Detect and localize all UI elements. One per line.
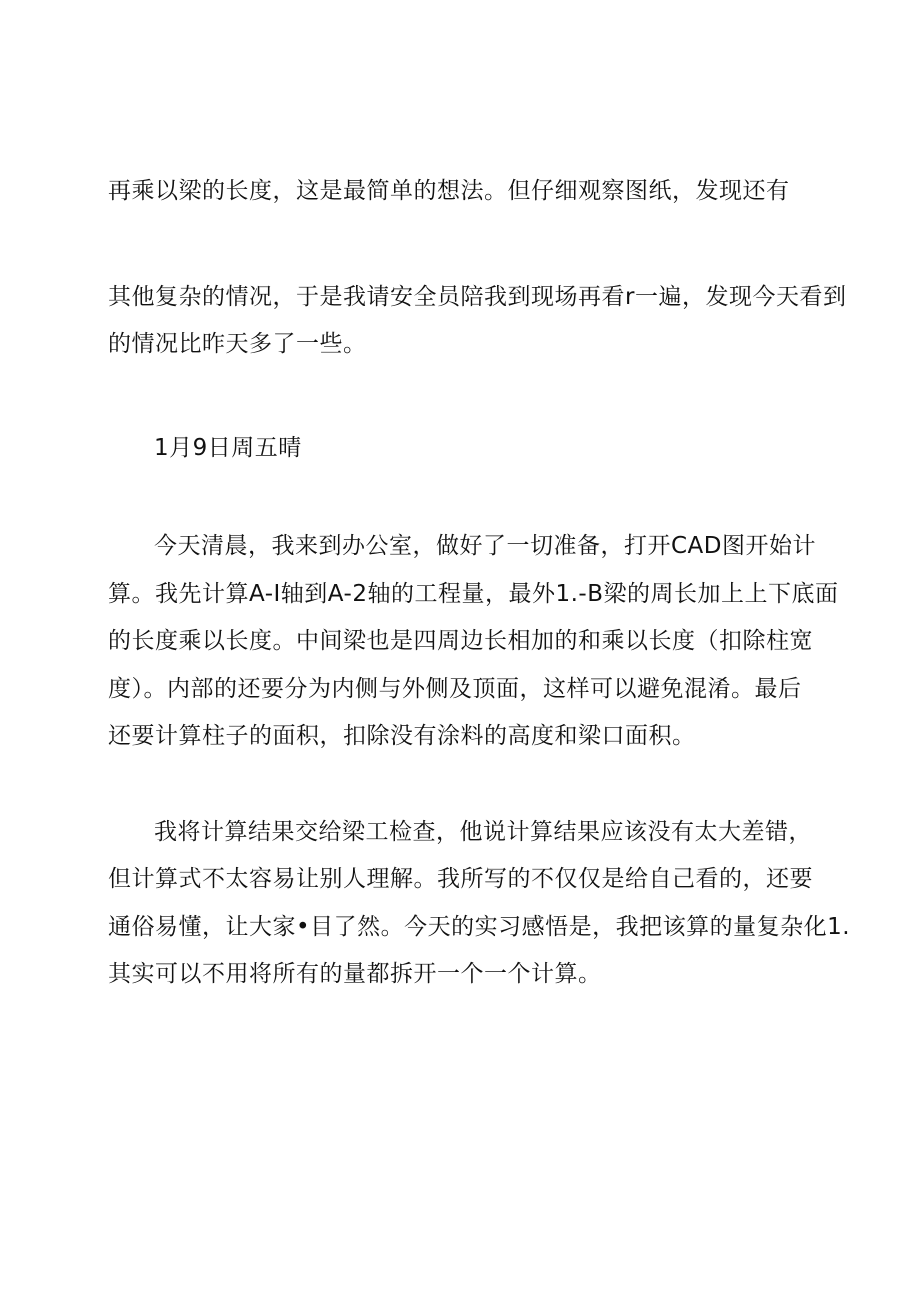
paragraph-3-line-5: 还要计算柱子的面积，扣除没有涂料的高度和梁口面积。 [108,723,696,749]
date-heading: 1月9日周五晴 [154,435,302,461]
paragraph-1-line-1: 再乘以梁的长度，这是最简单的想法。但仔细观察图纸，发现还有 [108,178,790,204]
paragraph-3-line-2: 算。我先计算A-I轴到A-2轴的工程量，最外1.-B梁的周长加上上下底面 [108,581,839,607]
paragraph-4-line-3: 通俗易懂，让大家•目了然。今天的实习感悟是，我把该算的量复杂化1. [108,914,851,940]
paragraph-2-line-1: 其他复杂的情况，于是我请安全员陪我到现场再看r一遍，发现今天看到 [108,284,847,310]
paragraph-3-line-1: 今天清晨，我来到办公室，做好了一切准备，打开CAD图开始计 [154,533,817,559]
paragraph-4-line-1: 我将计算结果交给梁工检查，他说计算结果应该没有太大差错， [154,819,812,845]
paragraph-2-line-2: 的情况比昨天多了一些。 [108,331,367,357]
paragraph-3-line-4: 度）。内部的还要分为内侧与外侧及顶面，这样可以避免混淆。最后 [108,676,802,702]
paragraph-4-line-2: 但计算式不太容易让别人理解。我所写的不仅仅是给自己看的，还要 [108,866,813,892]
paragraph-4-line-4: 其实可以不用将所有的量都拆开一个一个计算。 [108,961,602,987]
paragraph-3-line-3: 的长度乘以长度。中间梁也是四周边长相加的和乘以长度（扣除柱宽 [108,628,813,654]
